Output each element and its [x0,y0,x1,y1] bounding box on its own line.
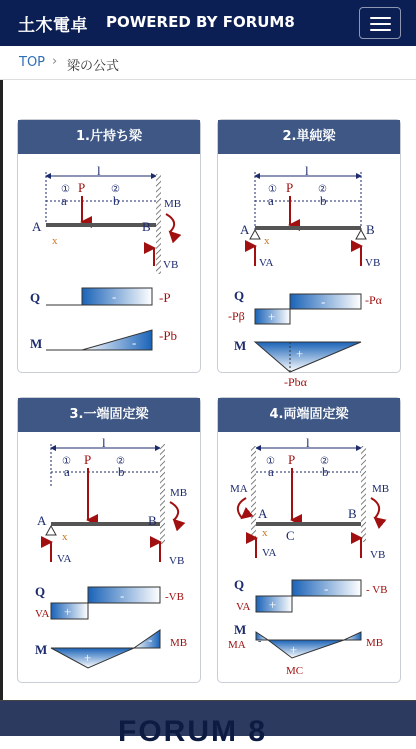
card-propped-cantilever-beam[interactable] [17,397,201,683]
length-label: l [97,163,101,178]
point2-label: ② [116,456,125,467]
pin-support-a [250,230,260,239]
pin-support-b [356,230,366,239]
moment-b-label: MB [372,483,390,495]
q-right-value: - VB [366,584,388,596]
a-label: a [268,193,274,208]
b-label: b [322,464,329,479]
point1-label: ① [268,184,277,195]
a-label: a [268,464,274,479]
m-center-value: MC [286,665,304,677]
q-minus-sign: - [321,294,326,309]
load-label: P [288,452,296,467]
x-label: x [52,235,58,247]
hamburger-menu-button[interactable] [359,7,401,39]
m-axis-label: M [35,642,48,657]
m-region-positive [268,640,344,658]
q-right-value: -Pα [365,293,382,307]
q-plus-sign: + [269,597,277,612]
x-label: x [262,527,268,539]
breadcrumb [0,46,416,80]
reaction-a-label: VA [259,257,274,269]
b-label: b [118,464,125,479]
point-a-label: A [32,219,42,234]
point-a-label: A [37,513,47,528]
q-plus-sign: + [268,309,276,324]
reaction-b-label: VB [169,555,185,567]
m-region-negative-right [344,632,361,640]
q-region-negative [82,288,152,305]
a-label: a [64,464,70,479]
length-label: l [306,435,310,450]
point2-label: ② [318,184,327,195]
b-label: b [320,193,327,208]
app-header [0,0,416,46]
q-axis-label: Q [234,577,245,592]
b-label: b [113,193,120,208]
m-plus-sign: + [84,650,92,665]
point-c-label: C [286,528,295,543]
simple-beam-diagram [218,154,402,389]
fixed-fixed-beam-diagram [218,432,402,684]
fixed-support [160,444,165,544]
breadcrumb-home-link[interactable]: TOP [19,55,46,70]
moment-a-arrow [238,498,246,518]
propped-cantilever-diagram [18,432,202,684]
point-b-label: B [142,219,151,234]
card-cantilever-beam[interactable] [17,119,201,373]
m-minus-sign: - [258,636,262,647]
length-label: l [305,163,309,178]
m-region-negative [82,330,152,350]
m-plus-sign: + [290,642,298,657]
page-edge [0,80,3,700]
card-title: 4.両端固定梁 [218,398,400,432]
beam [256,522,361,526]
point-b-label: B [148,513,157,528]
load-label: P [286,180,294,195]
app-title: 土木電卓 [18,16,88,36]
q-minus-sign: - [324,581,329,596]
point2-label: ② [320,456,329,467]
moment-arrow [166,214,174,232]
pin-support-a [46,526,56,535]
point-b-label: B [366,222,375,237]
moment-a-label: MA [230,483,248,495]
breadcrumb-separator: › [52,54,58,69]
m-value: -Pb [159,328,178,343]
m-minus-sign: - [148,632,153,647]
m-region-negative [134,630,160,648]
card-fixed-fixed-beam[interactable] [217,397,401,683]
hamburger-line [370,23,391,25]
q-value: -P [159,290,171,305]
beam [255,226,361,230]
page-footer [0,700,416,748]
moment-b-arrow [371,498,379,518]
card-title: 2.単純梁 [218,120,400,154]
card-title: 1.片持ち梁 [18,120,200,154]
reaction-a-label: VA [57,553,72,565]
point-a-label: A [240,222,250,237]
q-axis-label: Q [234,288,245,303]
m-right-value: MB [366,637,384,649]
q-plus-sign: + [64,604,72,619]
fixed-support-right [361,446,366,542]
beam [46,223,156,227]
m-axis-label: M [234,622,247,637]
length-label: l [102,435,106,450]
reaction-b-label: VB [365,257,381,269]
beam [51,522,160,526]
app-subtitle: POWERED BY FORUM8 [106,13,295,31]
load-label: P [84,452,92,467]
q-left-value: VA [35,608,50,620]
reaction-a-label: VA [262,547,277,559]
moment-label: MB [170,487,188,499]
card-title: 3.一端固定梁 [18,398,200,432]
x-label: x [62,531,68,543]
m-axis-label: M [30,336,43,351]
point-b-label: B [348,506,357,521]
q-right-value: -VB [165,591,184,603]
q-axis-label: Q [30,290,41,305]
cantilever-beam-diagram [18,154,202,374]
q-region-negative [290,294,361,309]
point2-label: ② [111,184,120,195]
m-left-value: MA [228,639,246,651]
fixed-support-left [251,446,256,542]
load-label: P [78,180,86,195]
m-region [255,342,361,372]
card-simple-beam[interactable] [217,119,401,389]
point1-label: ① [266,456,275,467]
point1-label: ① [62,456,71,467]
m-value: -Pbα [284,375,307,389]
fixed-support [156,174,161,274]
moment-arrow [170,502,178,520]
point-a-label: A [258,506,268,521]
x-label: x [264,235,270,247]
reaction-b-label: VB [370,549,386,561]
m-right-value: MB [170,637,188,649]
q-left-value: VA [236,601,251,613]
a-label: a [61,193,67,208]
point1-label: ① [61,184,70,195]
q-minus-sign: - [120,588,125,603]
forum8-logo: FORUM 8 [118,715,267,748]
m-sign: + [296,346,304,361]
hamburger-menu-icon [370,17,391,19]
hamburger-line [370,29,391,31]
breadcrumb-current: 梁の公式 [67,59,120,74]
moment-label: MB [164,198,182,210]
m-region-positive [51,648,134,668]
m-sign: - [132,335,137,350]
m-axis-label: M [234,338,247,353]
reaction-label: VB [163,259,179,271]
q-sign: - [112,289,117,304]
q-left-value: -Pβ [228,309,245,323]
q-axis-label: Q [35,584,46,599]
